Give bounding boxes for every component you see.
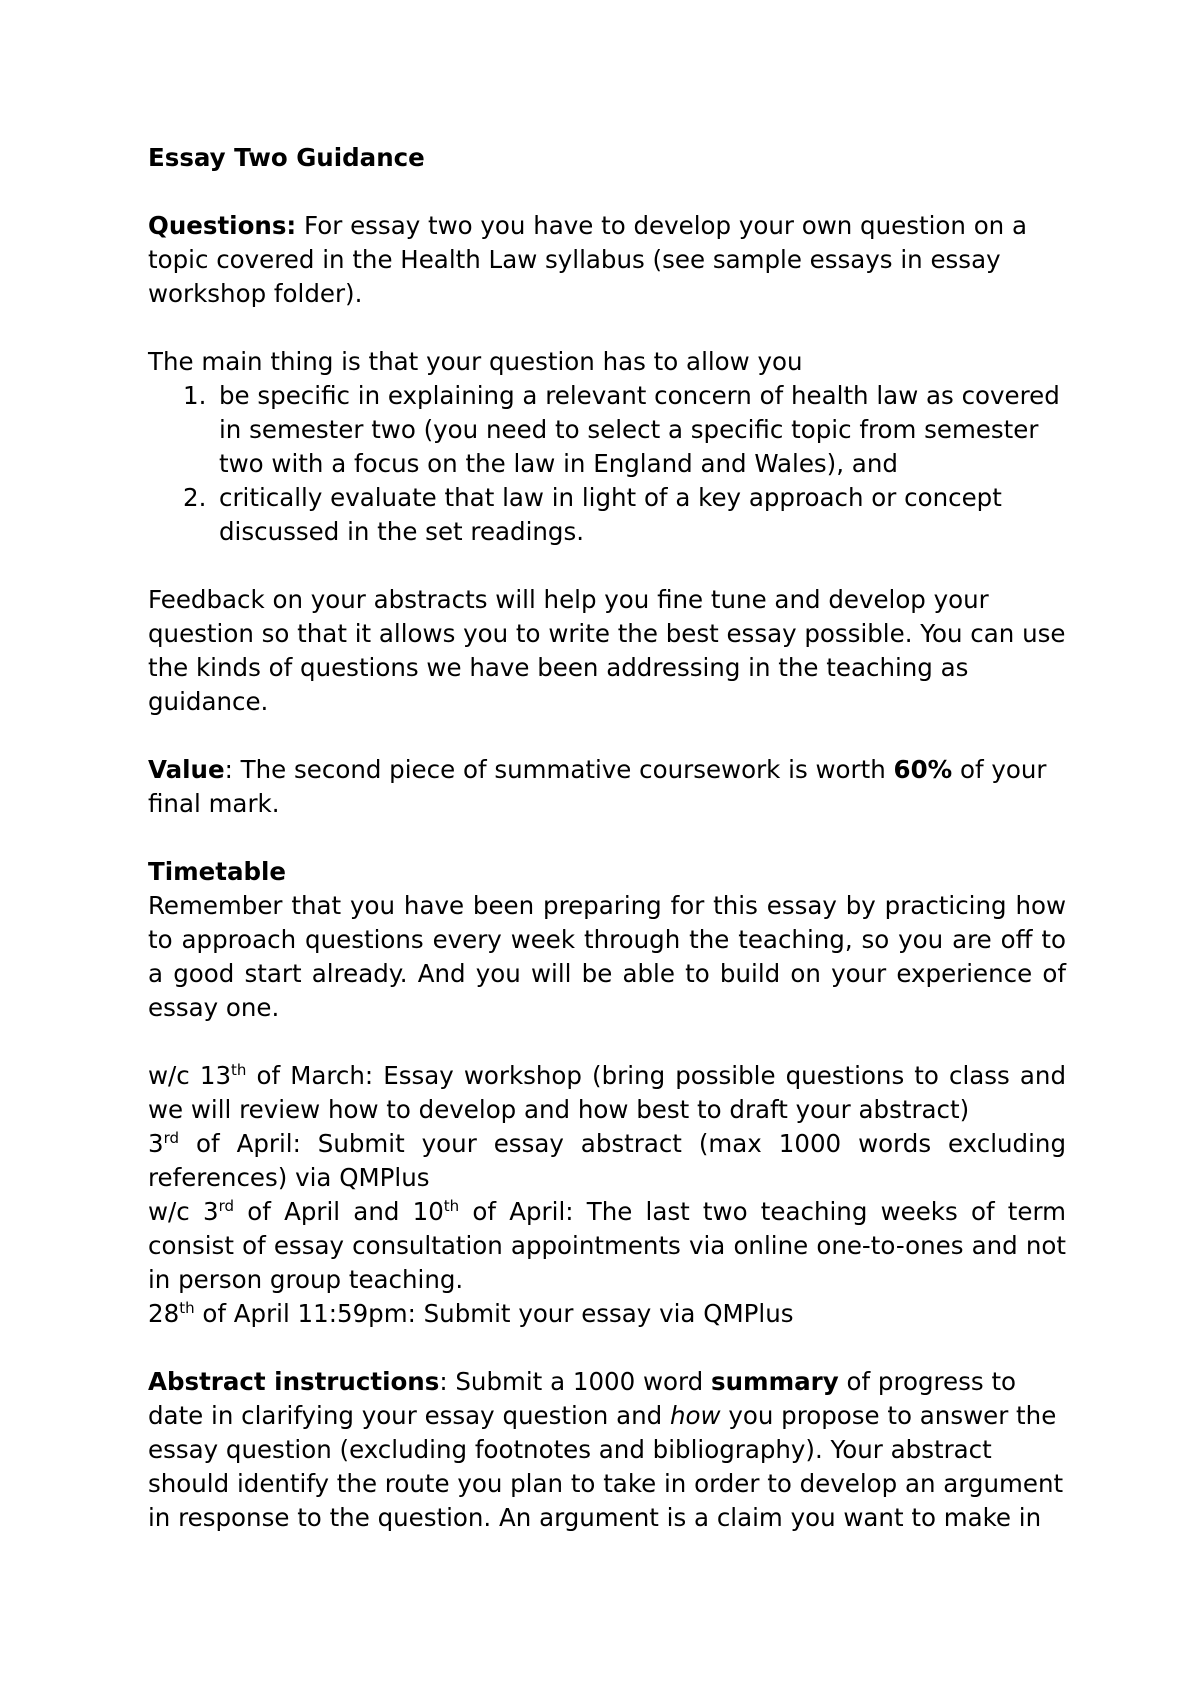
questions-text: For essay two you have to develop your own question on a topic covered in the Health Law syllabus (see sample essays in essay workshop folder). xyxy=(148,211,1028,308)
timetable-entry-submission: 28th of April 11:59pm: Submit your essay via QMPlus xyxy=(148,1299,794,1328)
timetable-entry-consultations: w/c 3rd of April and 10th of April: The last two teaching weeks of term consist of essay consultation appointments via online one-to-ones and not in person group teaching. xyxy=(148,1197,1066,1294)
abstract-label: Abstract instructions xyxy=(148,1367,440,1396)
document-page xyxy=(148,141,1066,1535)
spacer xyxy=(148,549,1066,583)
timetable-heading: Timetable xyxy=(148,857,287,886)
questions-paragraph xyxy=(148,209,1066,311)
list-number: 1. xyxy=(183,381,207,410)
main-thing-intro: The main thing is that your question has to allow you xyxy=(148,347,803,376)
list-item-text: be specific in explaining a relevant concern of health law as covered in semester two (you need to select a specific topic from semester two with a focus on the law in England and Wales), and xyxy=(219,381,1060,478)
spacer xyxy=(148,1025,1066,1059)
list-item xyxy=(148,481,1066,549)
questions-label: Questions: xyxy=(148,211,297,240)
list-item xyxy=(148,379,1066,481)
document-title: Essay Two Guidance xyxy=(148,143,425,172)
spacer xyxy=(148,175,1066,209)
value-label: Value xyxy=(148,755,225,784)
requirements-list xyxy=(148,379,1066,549)
value-percent: 60% xyxy=(893,755,953,784)
feedback-paragraph: Feedback on your abstracts will help you fine tune and develop your question so that it allows you to write the best essay possible. You can use the kinds of questions we have been addressing in the teaching as guidance. xyxy=(148,585,1066,716)
timetable-intro: Remember that you have been preparing for this essay by practicing how to approach questions every week through the teaching, so you are off to a good start already. And you will be able to build on your experience of essay one. xyxy=(148,891,1066,1022)
value-paragraph: Value: The second piece of summative coursework is worth 60% of your final mark. xyxy=(148,755,1047,818)
spacer xyxy=(148,821,1066,855)
timetable-entry-workshop: w/c 13th of March: Essay workshop (bring possible questions to class and we will review how to develop and how best to draft your abstract) xyxy=(148,1061,1066,1124)
spacer xyxy=(148,311,1066,345)
abstract-paragraph: Abstract instructions: Submit a 1000 word summary of progress to date in clarifying your essay question and how you propose to answer the essay question (excluding footnotes and bibliography). Your abstract should identify the route you plan to take in order to develop an argument in response to the question. An argument is a claim you want to make in xyxy=(148,1367,1064,1532)
spacer xyxy=(148,1331,1066,1365)
list-number: 2. xyxy=(183,483,207,512)
spacer xyxy=(148,719,1066,753)
list-item-text: critically evaluate that law in light of a key approach or concept discussed in the set readings. xyxy=(219,483,1002,546)
timetable-entry-abstract: 3rd of April: Submit your essay abstract (max 1000 words excluding references) via QMPlus xyxy=(148,1129,1066,1192)
